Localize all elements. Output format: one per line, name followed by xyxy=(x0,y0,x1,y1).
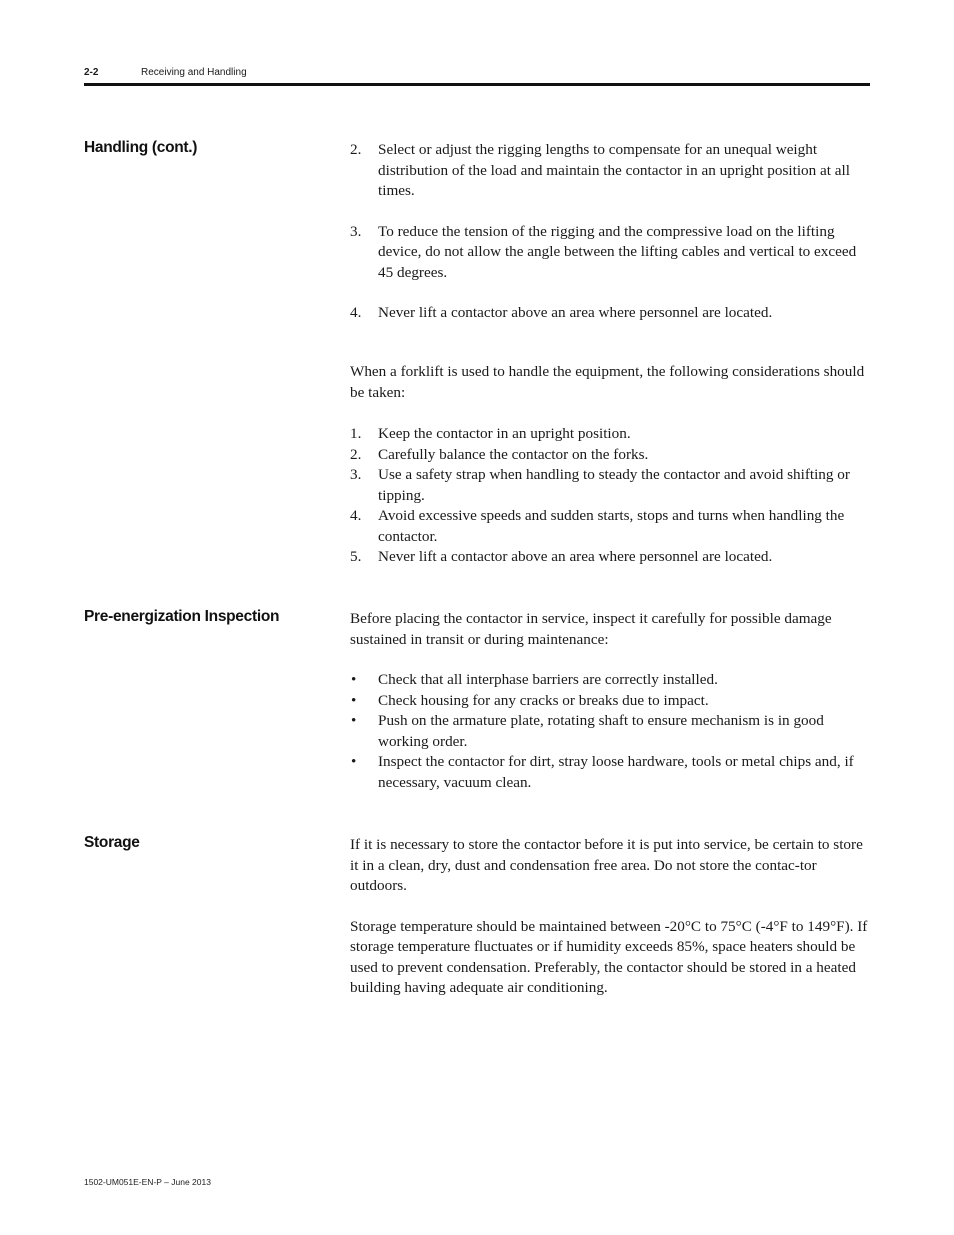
storage-block xyxy=(350,835,872,999)
inspection-block xyxy=(350,609,872,793)
list-item xyxy=(350,506,872,547)
bullet-glyph: • xyxy=(351,753,357,770)
step-number: 1. xyxy=(350,425,362,442)
bullet-text: Check housing for any cracks or breaks due to impact. xyxy=(378,691,709,709)
section-heading-storage: Storage xyxy=(84,834,140,851)
step-number: 4. xyxy=(350,304,362,321)
bullet-text: Inspect the contactor for dirt, stray loose hardware, tools or metal chips and, if necessary, vacuum clean. xyxy=(378,753,854,791)
page-number: 2-2 xyxy=(84,67,99,78)
list-item xyxy=(350,303,872,324)
step-text: Never lift a contactor above an area where personnel are located. xyxy=(378,548,773,565)
bullet-text: Check that all interphase barriers are correctly installed. xyxy=(378,671,718,688)
inspection-intro: Before placing the contactor in service, inspect it carefully for possible damage sustained in transit or during maintenance: xyxy=(350,610,832,648)
list-item xyxy=(350,222,872,284)
bullet-glyph: • xyxy=(351,671,357,688)
step-text: To reduce the tension of the rigging and the compressive load on the lifting device, do not allow the angle between the lifting cables and vertical to exceed 45 degrees. xyxy=(378,222,857,281)
step-number: 3. xyxy=(350,222,362,240)
step-number: 2. xyxy=(350,445,362,463)
list-item xyxy=(350,445,872,466)
step-text: Select or adjust the rigging lengths to compensate for an unequal weight distribution of the load and maintain the contactor in an upright position at all times. xyxy=(378,141,850,199)
step-text: Keep the contactor in an upright position. xyxy=(378,425,631,442)
chapter-title: Receiving and Handling xyxy=(141,67,247,78)
section-heading-handling: Handling (cont.) xyxy=(84,139,198,156)
step-number: 5. xyxy=(350,548,362,565)
step-number: 3. xyxy=(350,466,362,483)
list-item xyxy=(350,752,872,793)
list-item xyxy=(350,465,872,506)
list-item xyxy=(350,547,872,568)
bullet-glyph: • xyxy=(351,712,357,729)
handling-steps xyxy=(350,140,872,324)
forklift-intro: When a forklift is used to handle the equipment, the following considerations should be taken: xyxy=(350,363,865,401)
bullet-text: Push on the armature plate, rotating shaft to ensure mechanism is in good working order. xyxy=(378,712,824,750)
bullet-glyph: • xyxy=(351,691,357,709)
step-text: Never lift a contactor above an area where personnel are located. xyxy=(378,304,773,321)
list-item xyxy=(350,424,872,445)
list-item xyxy=(350,691,872,712)
step-number: 4. xyxy=(350,507,362,524)
page-header xyxy=(84,66,870,86)
step-text: Carefully balance the contactor on the forks. xyxy=(378,445,649,463)
publication-footer: 1502-UM051E-EN-P – June 2013 xyxy=(84,1177,211,1187)
storage-paragraph-2: Storage temperature should be maintained between -20°C to 75°C (-4°F to 149°F). If storage temperature fluctuates or if humidity exceeds 85%, space heaters should be used to prevent condensation. Preferably, the contactor should be stored in a heated building having adequate air conditioning. xyxy=(350,917,868,996)
step-text: Use a safety strap when handling to steady the contactor and avoid shifting or tipping. xyxy=(378,466,850,504)
section-heading-inspection: Pre-energization Inspection xyxy=(84,608,280,625)
list-item xyxy=(350,670,872,691)
forklift-block xyxy=(350,362,872,568)
list-item xyxy=(350,711,872,752)
step-text: Avoid excessive speeds and sudden starts, stops and turns when handling the contactor. xyxy=(378,507,845,545)
step-number: 2. xyxy=(350,141,362,158)
list-item xyxy=(350,140,872,202)
storage-paragraph-1: If it is necessary to store the contactor before it is put into service, be certain to store it in a clean, dry, dust and condensation free area. Do not store the contac-tor outdoors. xyxy=(350,836,863,894)
